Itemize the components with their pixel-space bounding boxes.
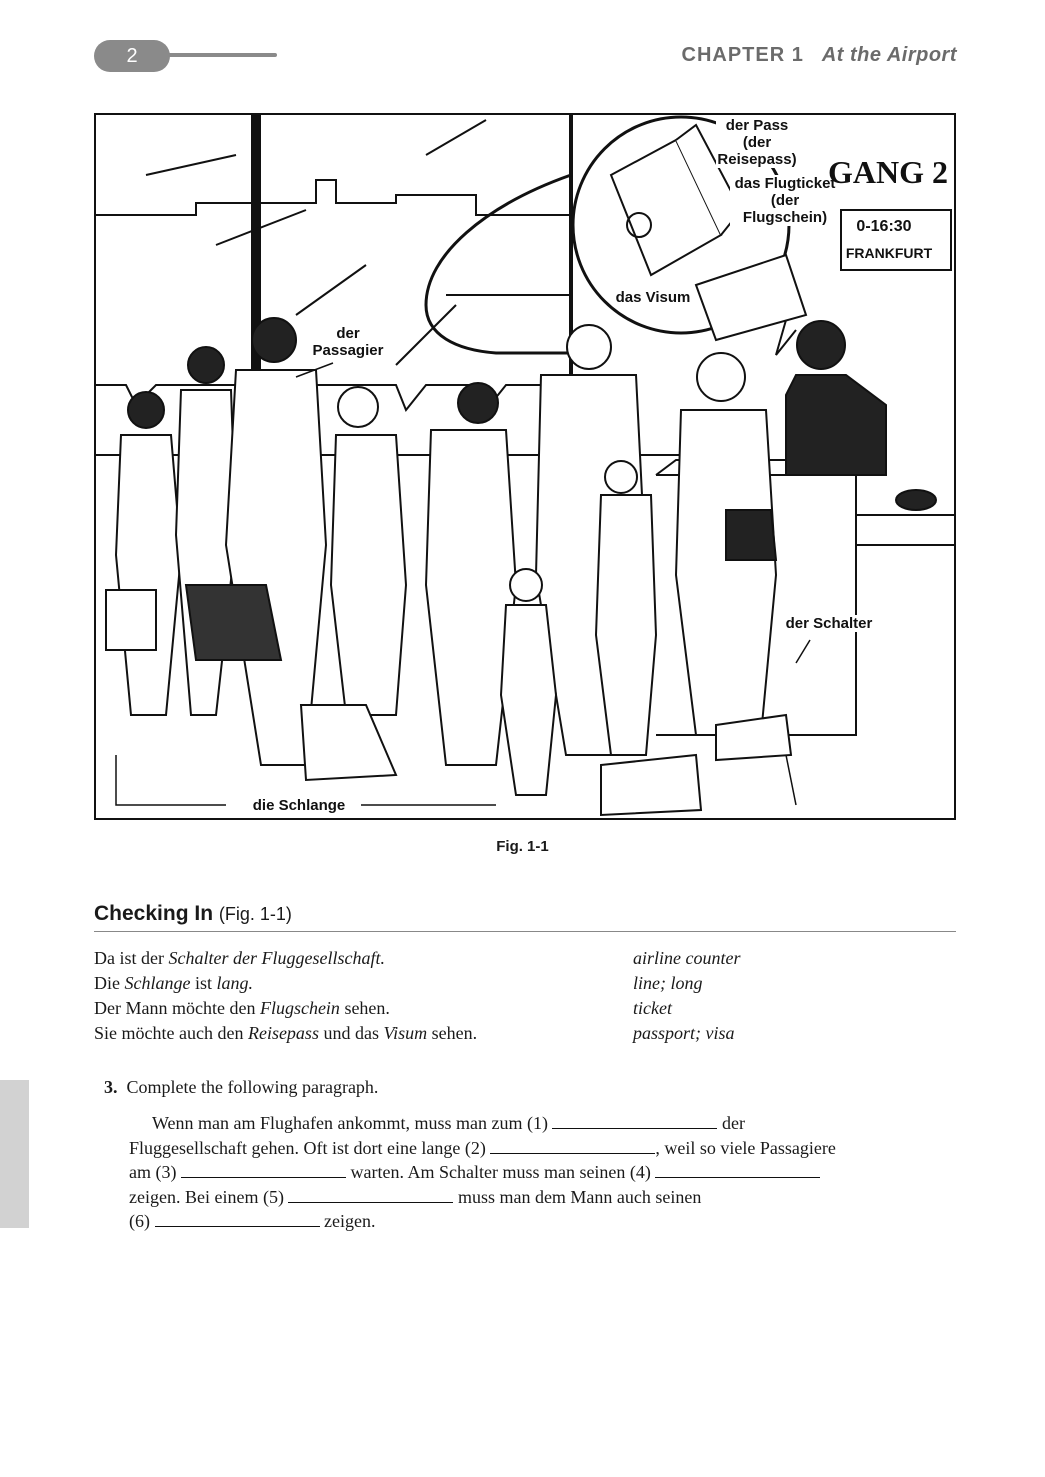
sign-time: 0-16:30 bbox=[844, 218, 924, 235]
answer-blank-4[interactable] bbox=[655, 1163, 820, 1178]
sign-gate: GANG 2 bbox=[828, 154, 948, 190]
label-visum: das Visum bbox=[613, 289, 693, 306]
chapter-label: CHAPTER 1 bbox=[681, 44, 804, 66]
vocab-row bbox=[94, 946, 956, 971]
paragraph-line: Wenn man am Flughafen ankommt, muss man zum (1) der bbox=[152, 1113, 745, 1133]
paragraph-line: am (3) warten. Am Schalter muss man seinen (4) bbox=[129, 1160, 929, 1185]
paragraph-line: Fluggesellschaft gehen. Oft ist dort eine lange (2) , weil so viele Passagiere bbox=[129, 1137, 836, 1158]
vocab-english: line; long bbox=[633, 973, 703, 993]
answer-blank-6[interactable] bbox=[155, 1212, 320, 1227]
answer-blank-3[interactable] bbox=[181, 1163, 346, 1178]
vocab-german: Sie möchte auch den Reisepass und das Visum sehen. bbox=[94, 1023, 478, 1043]
answer-blank-5[interactable] bbox=[288, 1188, 453, 1203]
running-header bbox=[682, 44, 958, 67]
header-rule bbox=[165, 53, 277, 57]
side-thumb-tab bbox=[0, 1080, 29, 1228]
section-heading bbox=[94, 902, 292, 926]
vocab-english: passport; visa bbox=[633, 1023, 735, 1043]
figure-caption: Fig. 1-1 bbox=[496, 838, 549, 855]
vocabulary-list bbox=[94, 946, 956, 1046]
vocab-german: Die Schlange ist lang. bbox=[94, 973, 254, 993]
vocab-english: ticket bbox=[633, 998, 672, 1018]
section-rule bbox=[94, 931, 956, 932]
vocab-english: airline counter bbox=[633, 948, 741, 968]
label-schlange: die Schlange bbox=[244, 797, 354, 814]
exercise-heading bbox=[104, 1075, 378, 1100]
airport-illustration bbox=[94, 113, 956, 820]
label-flugticket: das Flugticket (der Flugschein) bbox=[730, 175, 840, 226]
vocab-row bbox=[94, 996, 956, 1021]
label-schalter: der Schalter bbox=[779, 615, 879, 632]
paragraph-line: zeigen. Bei einem (5) muss man dem Mann auch seinen bbox=[129, 1186, 702, 1207]
vocab-row bbox=[94, 971, 956, 996]
label-der-pass: der Pass (der Reisepass) bbox=[717, 117, 797, 168]
exercise-paragraph bbox=[129, 1111, 929, 1234]
exercise-instruction: Complete the following paragraph. bbox=[126, 1077, 379, 1097]
exercise-number: 3. bbox=[104, 1077, 118, 1097]
section-figure-ref: (Fig. 1-1) bbox=[218, 904, 292, 924]
vocab-german: Da ist der Schalter der Fluggesellschaft. bbox=[94, 948, 385, 968]
paragraph-line: (6) zeigen. bbox=[129, 1211, 376, 1231]
chapter-title: At the Airport bbox=[821, 44, 957, 66]
vocab-row bbox=[94, 1021, 956, 1046]
label-passagier: der Passagier bbox=[308, 325, 388, 359]
answer-blank-1[interactable] bbox=[552, 1114, 717, 1129]
sign-city: FRANKFURT bbox=[845, 245, 933, 261]
answer-blank-2[interactable] bbox=[490, 1139, 655, 1154]
vocab-german: Der Mann möchte den Flugschein sehen. bbox=[94, 998, 390, 1018]
page-number: 2 bbox=[94, 40, 170, 72]
section-title: Checking In bbox=[94, 902, 214, 925]
